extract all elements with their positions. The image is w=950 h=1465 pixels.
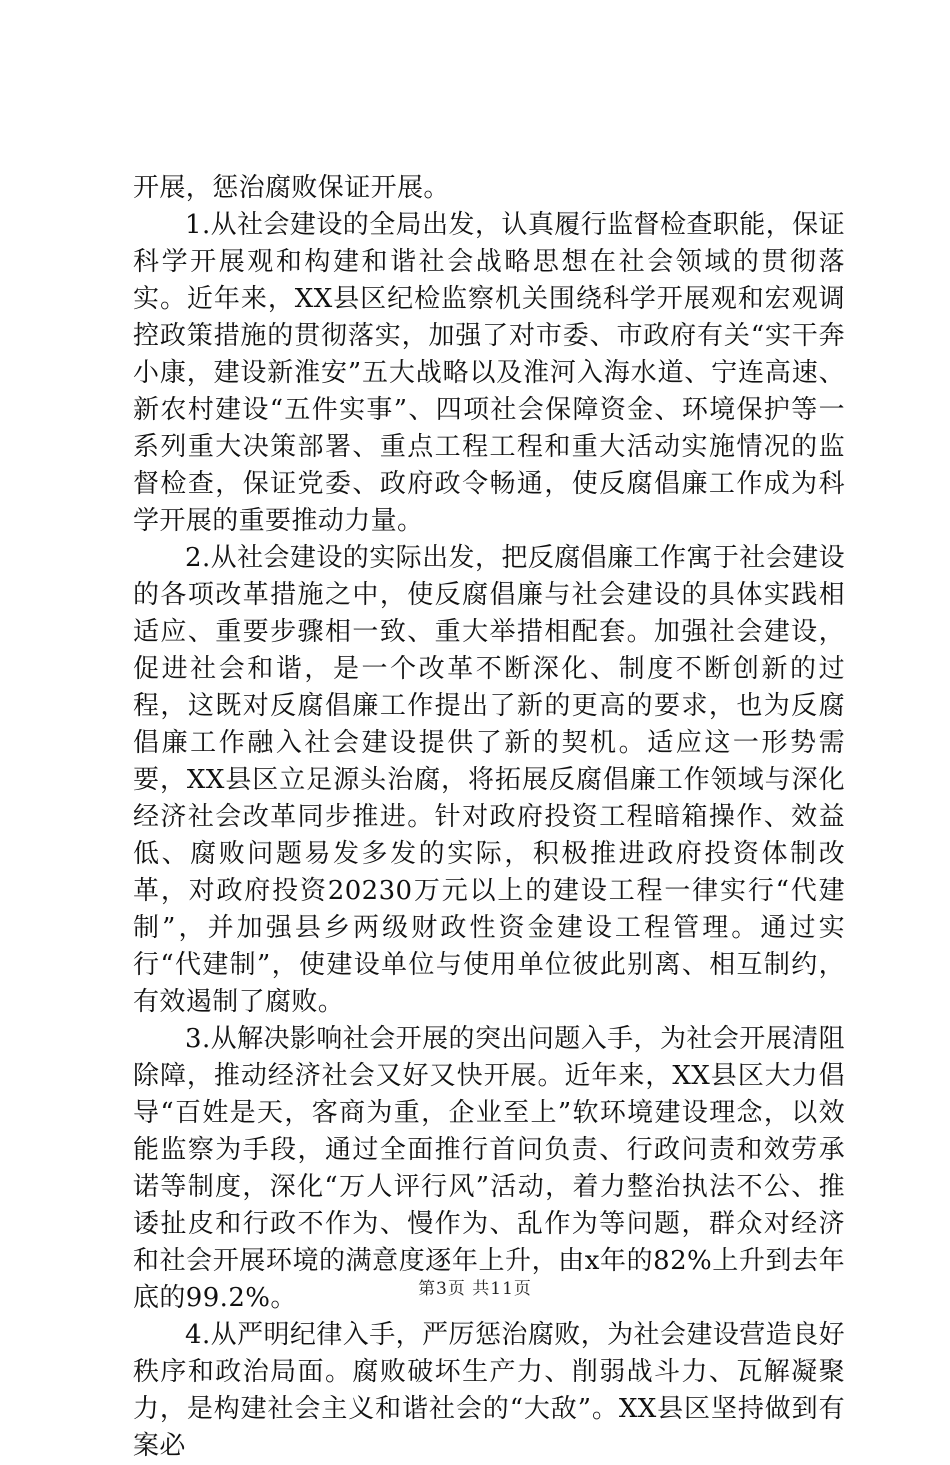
page-number-footer: 第3页 共11页 [418, 1279, 532, 1299]
paragraph-continuation: 开展，惩治腐败保证开展。 [133, 173, 450, 203]
paragraph-item-2: 2.从社会建设的实际出发，把反腐倡廉工作寓于社会建设的各项改革措施之中，使反腐倡廉与社会建设的具体实践相适应、重要步骤相一致、重大举措相配套。加强社会建设，促进社会和谐，是一个改革不断深化、制度不断创新的过程，这既对反腐倡廉工作提出了新的更高的要求，也为反腐倡廉工作融入社会建设提供了新的契机。适应这一形势需要，XX县区立足源头治腐，将拓展反腐倡廉工作领域与深化经济社会改革同步推进。针对政府投资工程暗箱操作、效益低、腐败问题易发多发的实际，积极推进政府投资体制改革，对政府投资20230万元以上的建设工程一律实行“代建制”，并加强县乡两级财政性资金建设工程管理。通过实行“代建制”，使建设单位与使用单位彼此别离、相互制约，有效遏制了腐败。 [133, 543, 845, 1017]
document-body [133, 170, 845, 1465]
paragraph-item-1: 1.从社会建设的全局出发，认真履行监督检查职能，保证科学开展观和构建和谐社会战略思想在社会领域的贯彻落实。近年来，XX县区纪检监察机关围绕科学开展观和宏观调控政策措施的贯彻落实，加强了对市委、市政府有关“实干奔小康，建设新淮安”五大战略以及淮河入海水道、宁连高速、新农村建设“五件实事”、四项社会保障资金、环境保护等一系列重大决策部署、重点工程工程和重大活动实施情况的监督检查，保证党委、政府政令畅通，使反腐倡廉工作成为科学开展的重要推动力量。 [133, 210, 845, 536]
paragraph-item-4: 4.从严明纪律入手，严厉惩治腐败，为社会建设营造良好秩序和政治局面。腐败破坏生产力、削弱战斗力、瓦解凝聚力，是构建社会主义和谐社会的“大敌”。XX县区坚持做到有案必 [133, 1320, 845, 1461]
paragraph-item-3: 3.从解决影响社会开展的突出问题入手，为社会开展清阻除障，推动经济社会又好又快开展。近年来，XX县区大力倡导“百姓是天，客商为重，企业至上”软环境建设理念，以效能监察为手段，通过全面推行首问负责、行政问责和效劳承诺等制度，深化“万人评行风”活动，着力整治执法不公、推诿扯皮和行政不作为、慢作为、乱作为等问题，群众对经济和社会开展环境的满意度逐年上升，由x年的82%上升到去年底的99.2%。 [133, 1024, 845, 1313]
